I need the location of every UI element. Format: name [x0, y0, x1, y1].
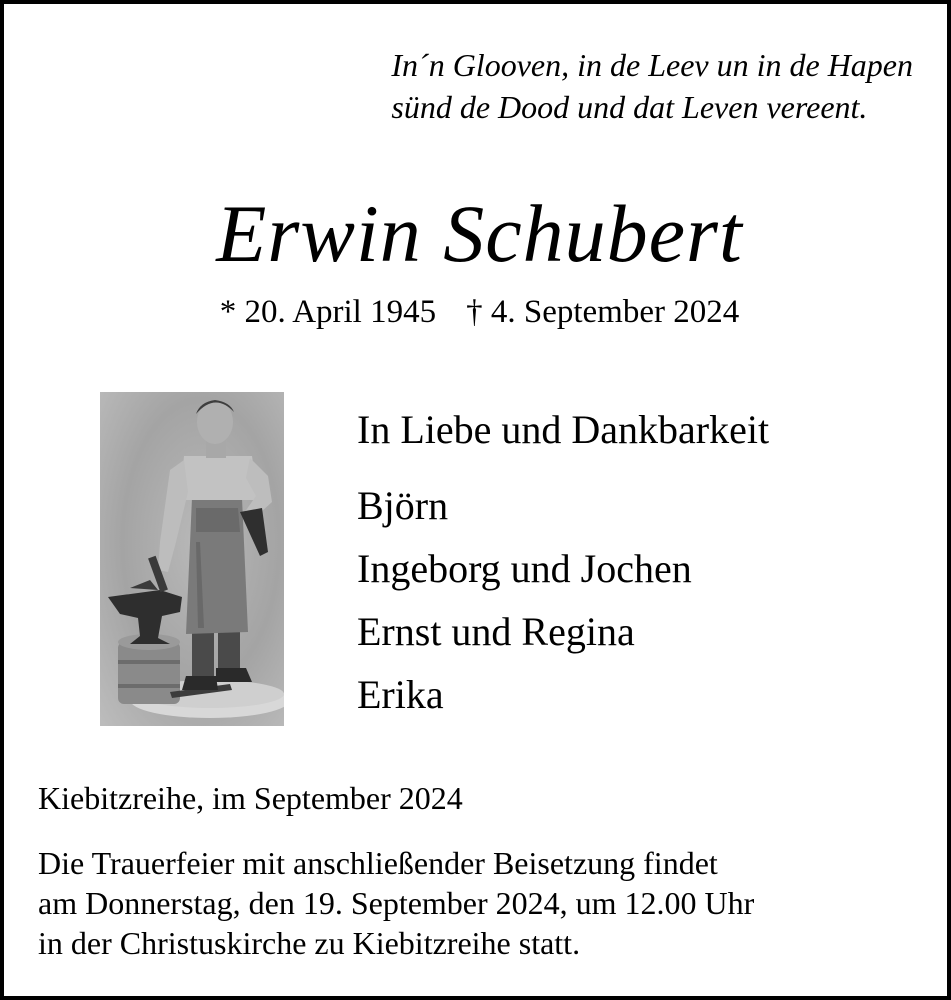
life-dates [4, 290, 951, 334]
blacksmith-figurine-photo [100, 392, 284, 726]
place-and-date: Kiebitzreihe, im September 2024 [38, 780, 463, 816]
mourner-name: Björn [357, 483, 449, 528]
death-date: † 4. September 2024 [466, 294, 740, 330]
motto-line: In´n Glooven, in de Leev un in de Hapen [391, 47, 913, 83]
deceased-name: Erwin Schubert [216, 188, 743, 279]
motto [391, 44, 913, 128]
mourners-intro: In Liebe und Dankbarkeit [357, 407, 770, 452]
funeral-notice [38, 843, 754, 963]
motto-line: sünd de Dood und dat Leven vereent. [391, 89, 868, 125]
funeral-notice-line: Die Trauerfeier mit anschließender Beisetzung findet [38, 845, 718, 881]
mourner-name: Erika [357, 672, 444, 717]
birth-date: * 20. April 1945 [219, 294, 437, 330]
mourner-name: Ernst und Regina [357, 609, 635, 654]
funeral-notice-line: in der Christuskirche zu Kiebitzreihe statt. [38, 925, 581, 961]
mourner-name: Ingeborg und Jochen [357, 546, 692, 591]
mourners-block [357, 404, 769, 726]
funeral-notice-line: am Donnerstag, den 19. September 2024, um 12.00 Uhr [38, 885, 755, 921]
